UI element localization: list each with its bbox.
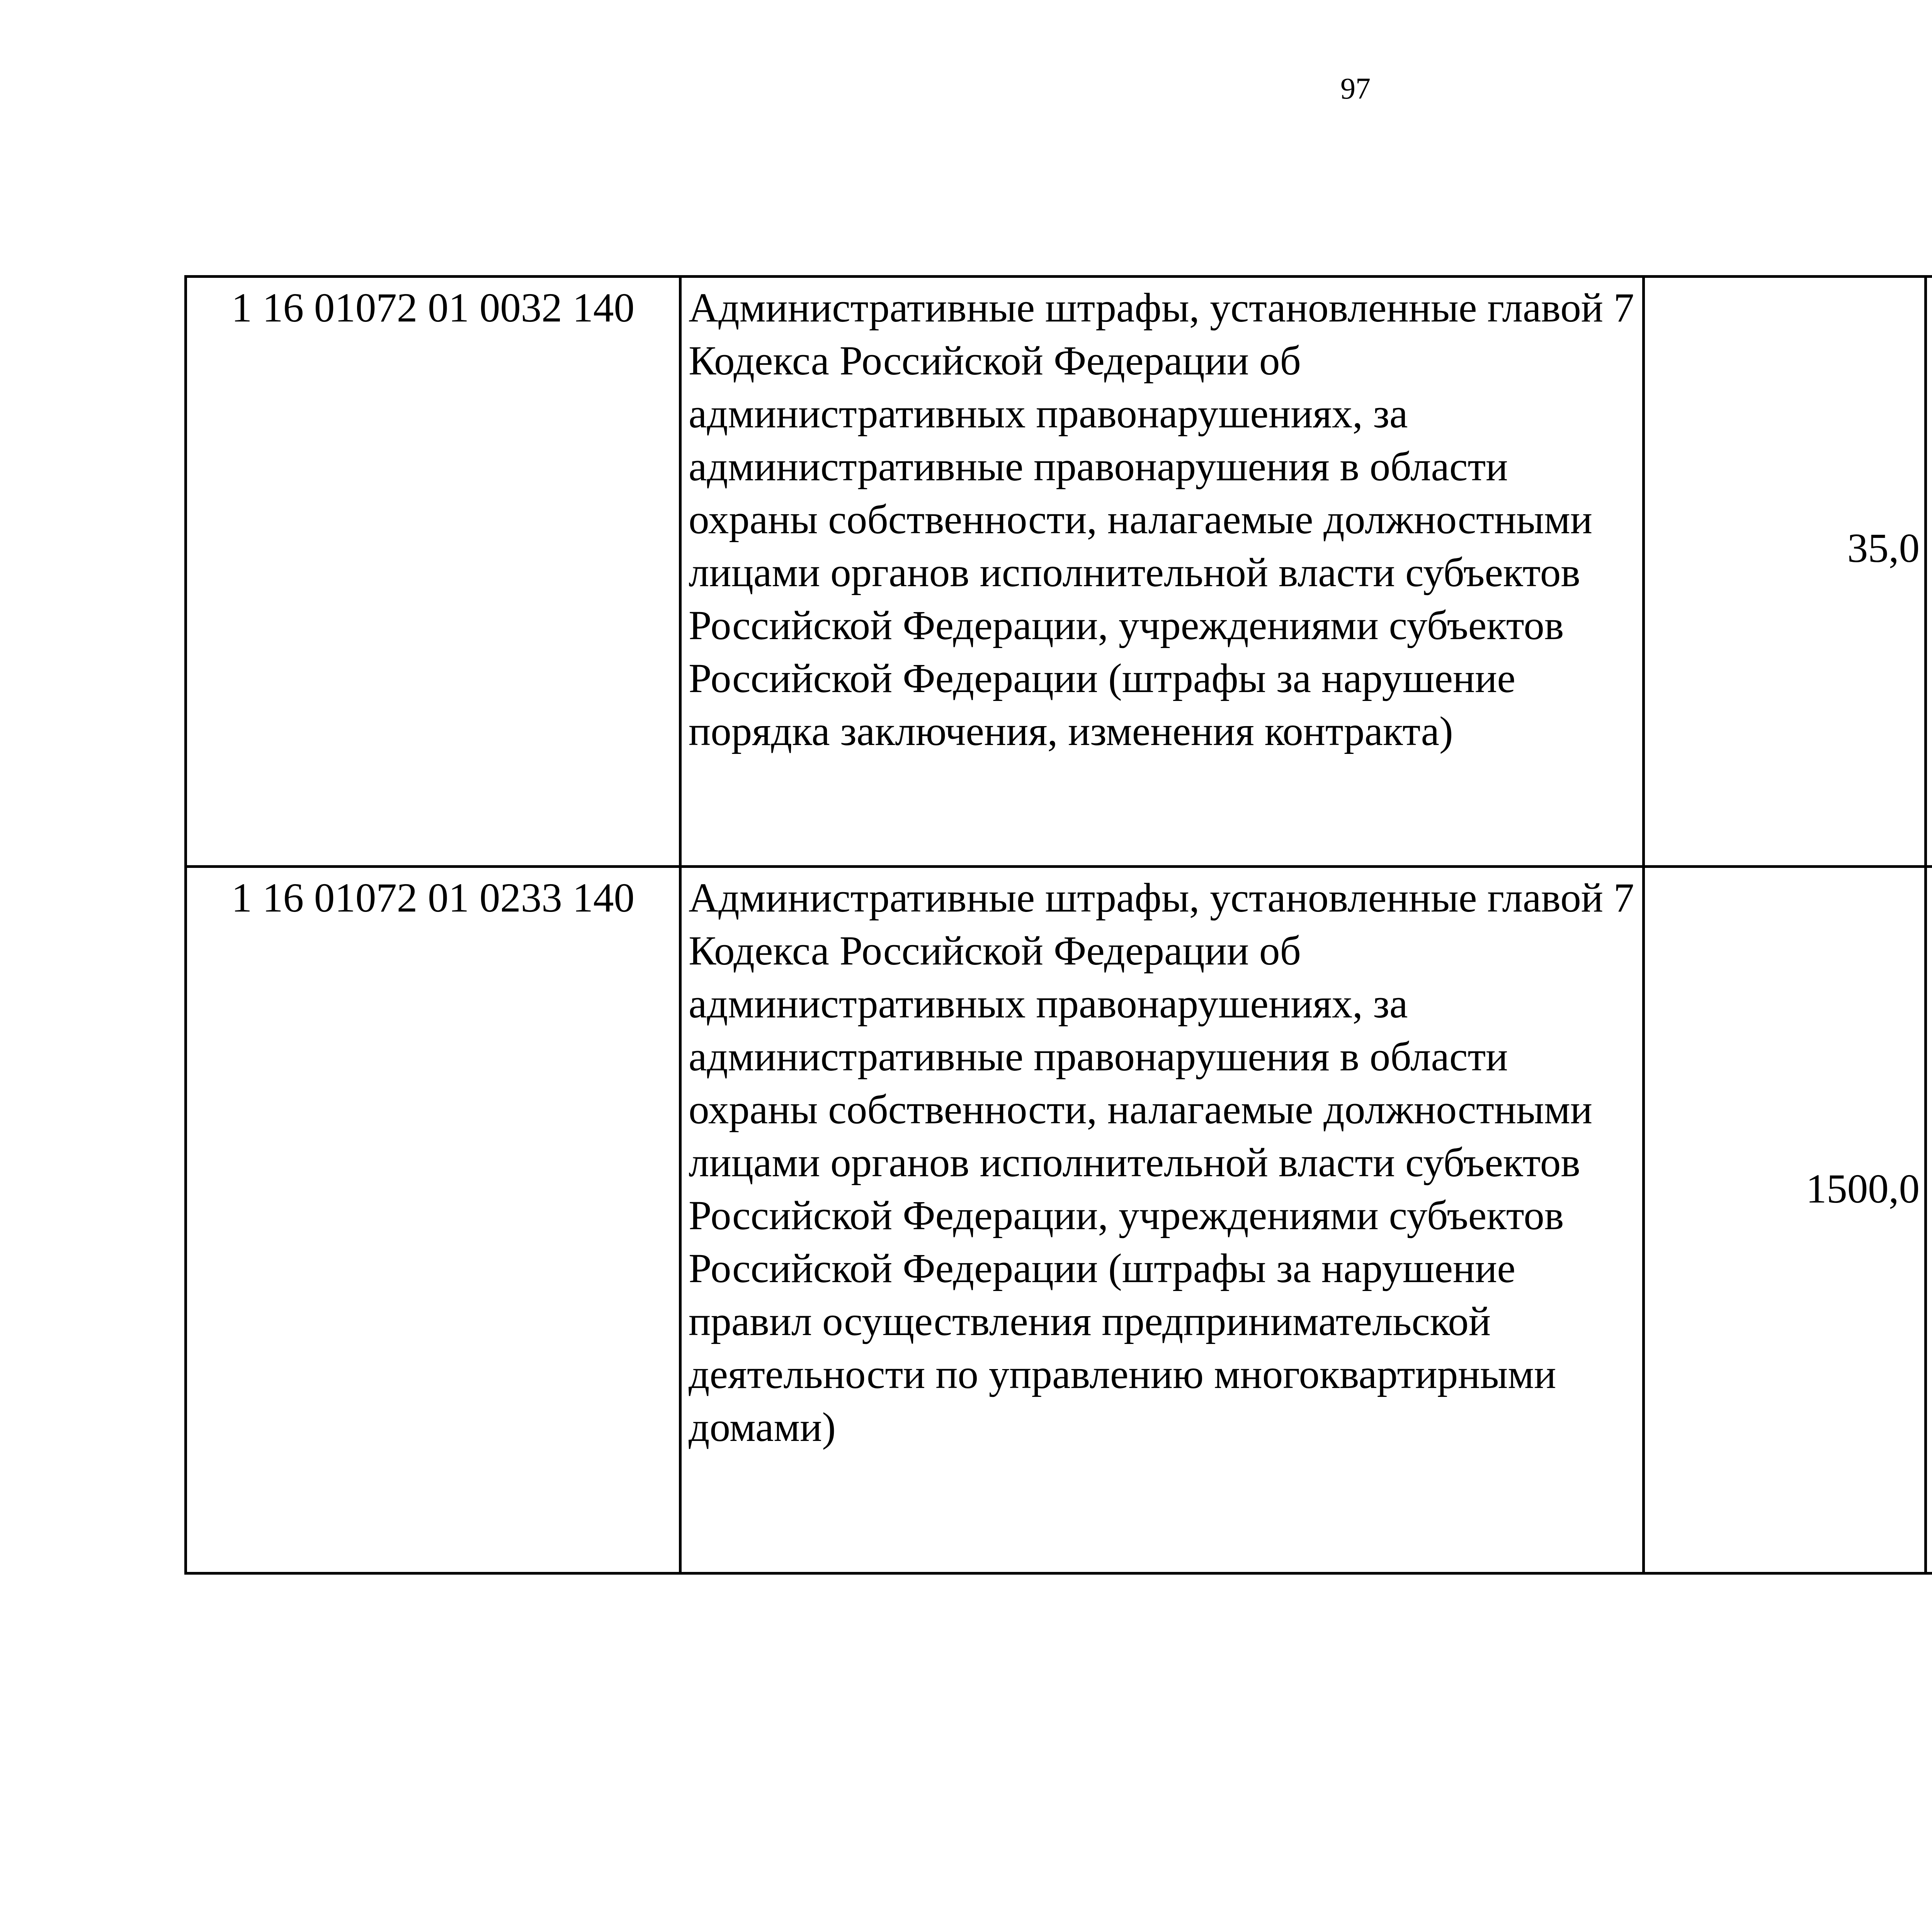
- budget-revenue-table: [184, 275, 1932, 1575]
- budget-code-cell: 1 16 01072 01 0032 140: [186, 277, 680, 867]
- table-row: [186, 277, 1932, 867]
- description-cell: Административные штрафы, установленные главой 7 Кодекса Российской Федерации об административных правонарушениях, за административные правонарушения в области охраны собственности, налагаемые должностными лицами органов исполнительной власти субъектов Российской Федерации, учреждениями субъектов Российской Федерации (штрафы за нарушение правил осуществления предпринимательской деятельности по управлению многоквартирными домами): [680, 867, 1644, 1573]
- amount-cell-2: [1926, 277, 1932, 867]
- page-number: 97: [1340, 71, 1371, 105]
- amount-cell-1: 35,0: [1644, 277, 1926, 867]
- table-row: [186, 867, 1932, 1573]
- description-cell: Административные штрафы, установленные главой 7 Кодекса Российской Федерации об административных правонарушениях, за административные правонарушения в области охраны собственности, налагаемые должностными лицами органов исполнительной власти субъектов Российской Федерации, учреждениями субъектов Российской Федерации (штрафы за нарушение порядка заключения, изменения контракта): [680, 277, 1644, 867]
- budget-code-cell: 1 16 01072 01 0233 140: [186, 867, 680, 1573]
- amount-cell-1: 1500,0: [1644, 867, 1926, 1573]
- amount-cell-2: [1926, 867, 1932, 1573]
